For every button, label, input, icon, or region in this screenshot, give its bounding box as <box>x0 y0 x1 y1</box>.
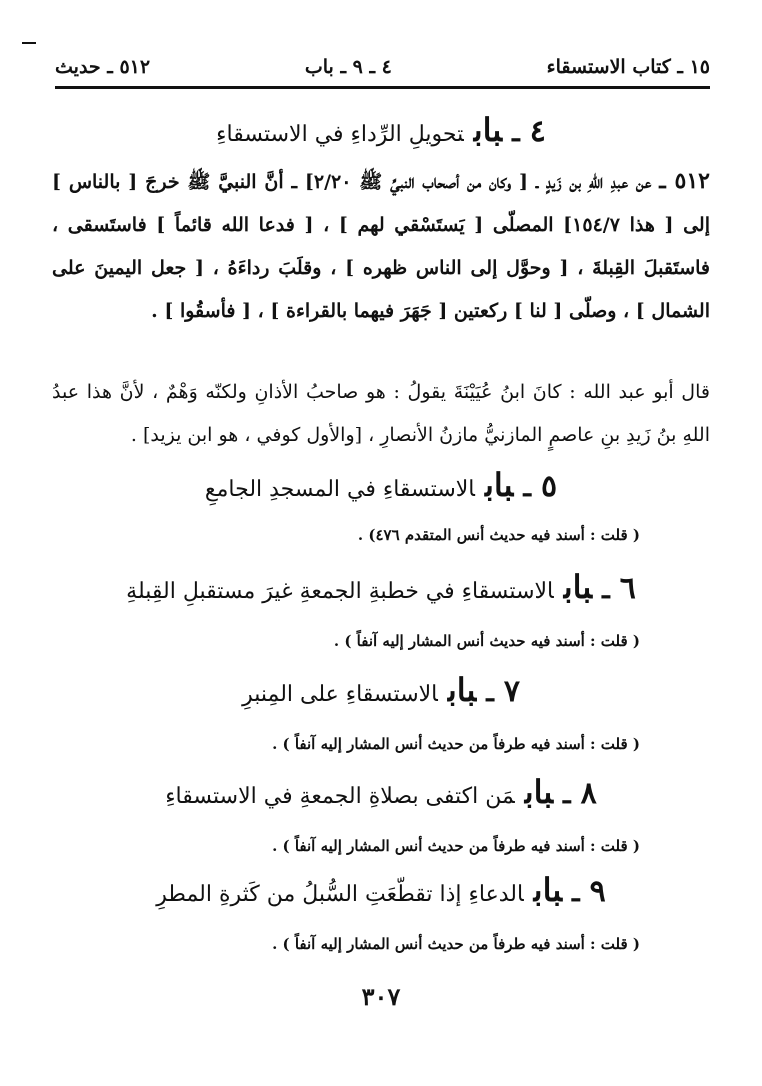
header-section: ٤ ـ ٩ ـ باب <box>304 56 392 78</box>
hadith-number: ٥١٢ ـ <box>659 168 710 194</box>
bab-word: باب <box>485 466 514 504</box>
bab-title: الاستسقاءِ على المِنبرِ <box>242 682 438 707</box>
bab-word: باب <box>563 568 593 606</box>
bab-number: ٨ <box>580 776 597 811</box>
bab-note: ( قلت : أسند فيه حديث أنس المتقدم ٤٧٦) . <box>357 526 640 544</box>
commentary-paragraph <box>52 371 710 457</box>
bab-title: الدعاءِ إذا تقطّعَتِ السُّبلُ من كَثرةِ المطرِ <box>156 882 524 907</box>
bab-title: الاستسقاءِ في خطبةِ الجمعةِ غيرَ مستقبلِ القِبلةِ <box>126 579 554 604</box>
commentary-text: قال أبو عبد الله : كانَ ابنُ عُيَيْنَةَ يقولُ : هو صاحبُ الأذانِ ولكنّه وَهْمٌ ، لأنَّ هذا عبدُ اللهِ بنُ زَيدِ بنِ عاصمٍ المازنيُّ مازنُ الأنصارِ ، [والأول كوفي ، هو ابن يزيد] . <box>52 381 710 446</box>
header-chapter: ١٥ ـ كتاب الاستسقاء <box>546 56 710 78</box>
bab-note: ( قلت : أسند فيه طرفاً من حديث أنس المشار إليه آنفاً ) . <box>272 935 640 953</box>
bab-word: باب <box>473 111 503 149</box>
bab-note: ( قلت : أسند فيه طرفاً من حديث أنس المشار إليه آنفاً ) . <box>272 837 640 855</box>
hadith-text: عن عبدِ اللهِ بن زَيدٍ ـ [ وكان من أصحاب النبيِّ ﷺ ٢/٢٠] ـ أنَّ النبيَّ ﷺ خرجَ [ بالناس ] إلى [ هذا ١٥٤/٧] المصلّى [ يَستَسْقي لهم ] ، [ فدعا الله قائماً ] فاستَسقى ، فاستَقبلَ القِبلةَ ، [ وحوَّل إلى الناس ظهره ] ، وقلَبَ رداءَهُ ، [ جعل اليمينَ على الشمال ] ، وصلّى [ لنا ] ركعتين [ جَهَرَ فيهما بالقراءة ] ، [ فأسقُوا ] . <box>52 171 710 322</box>
bab-title: تحويلِ الرِّداءِ في الاستسقاءِ <box>216 122 464 147</box>
bab-number: ٦ <box>619 571 636 606</box>
page-number: ٣٠٧ <box>361 982 401 1011</box>
bab-6: ٦ـبابالاستسقاءِ في خطبةِ الجمعةِ غيرَ مستقبلِ القِبلةِ ( قلت : أسند فيه حديث أنس المشار إليه آنفاً ) . <box>52 567 710 652</box>
bab-number: ٩ <box>589 874 606 909</box>
bab-4-heading: ٤ـبابتحويلِ الرِّداءِ في الاستسقاءِ <box>216 111 546 149</box>
hadith-512 <box>52 160 710 333</box>
bab-word: باب <box>524 773 554 811</box>
bab-note: ( قلت : أسند فيه حديث أنس المشار إليه آنفاً ) . <box>333 632 640 650</box>
bab-9: ٩ـبابالدعاءِ إذا تقطّعَتِ السُّبلُ من كَثرةِ المطرِ ( قلت : أسند فيه طرفاً من حديث أنس المشار إليه آنفاً ) . <box>52 870 710 955</box>
bab-number: ٤ <box>529 114 546 149</box>
bab-note: ( قلت : أسند فيه طرفاً من حديث أنس المشار إليه آنفاً ) . <box>272 735 640 753</box>
bab-5: ٥ـبابالاستسقاءِ في المسجدِ الجامعِ ( قلت : أسند فيه حديث أنس المتقدم ٤٧٦) . <box>52 465 710 546</box>
bab-7: ٧ـبابالاستسقاءِ على المِنبرِ ( قلت : أسند فيه طرفاً من حديث أنس المشار إليه آنفاً ) . <box>52 670 710 755</box>
running-header <box>55 50 710 84</box>
bab-word: باب <box>533 871 562 909</box>
bab-title: مَن اكتفى بصلاةِ الجمعةِ في الاستسقاءِ <box>165 784 515 809</box>
bab-word: باب <box>447 671 477 709</box>
bab-number: ٧ <box>503 674 520 709</box>
corner-mark <box>22 42 36 44</box>
bab-number: ٥ <box>540 469 558 504</box>
header-hadith: ٥١٢ ـ حديث <box>55 56 151 78</box>
bab-title: الاستسقاءِ في المسجدِ الجامعِ <box>204 477 476 502</box>
bab-8: ٨ـبابمَن اكتفى بصلاةِ الجمعةِ في الاستسقاءِ ( قلت : أسند فيه طرفاً من حديث أنس المشار إليه آنفاً ) . <box>52 772 710 857</box>
header-rule <box>55 86 710 89</box>
